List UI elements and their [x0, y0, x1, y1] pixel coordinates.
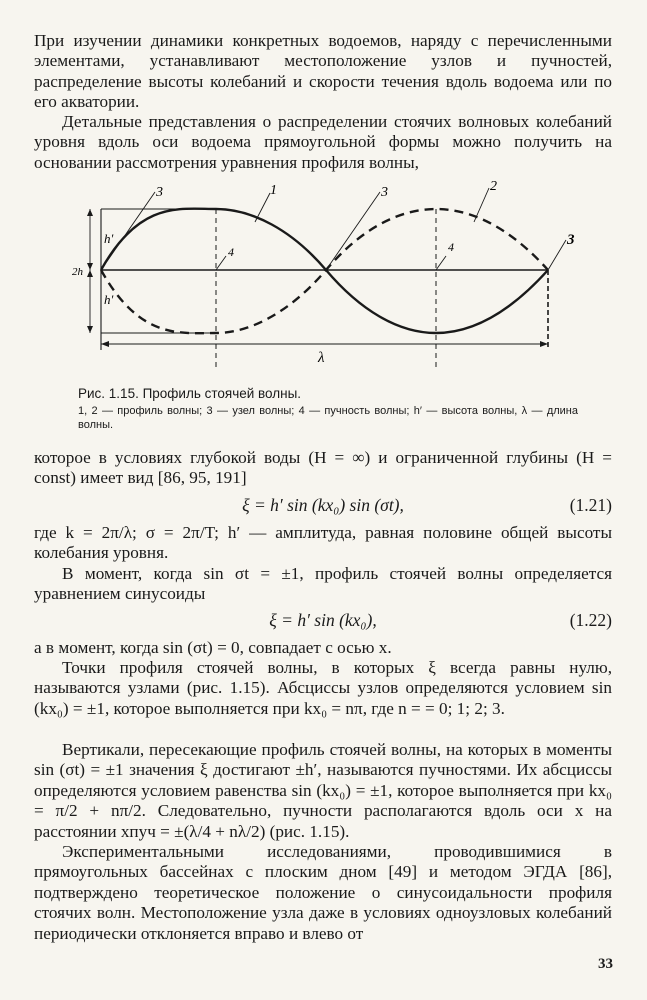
paragraph-4: где k = 2π/λ; σ = 2π/T; h′ — амплитуда, равная половине общей высоты колебания уровня.	[34, 523, 612, 563]
leader-profile-1	[255, 193, 270, 222]
wavelength-label: λ	[318, 350, 325, 366]
paragraph-8: Вертикали, пересекающие профиль стоячей волны, на которых в моменты sin (σt) = ±1 значения ξ достигают ±h′, называются пучностями. Их абсциссы определяются условием равенства sin (kx₀) = ±1, которое выполняется при kx₀ = π/2 + nπ/2. Следовательно, пучности располагаются вдоль оси x на расстоянии xпуч = ±(λ/4 + nλ/2) (рис. 1.15).	[34, 740, 612, 841]
figure-caption-legend: 1, 2 — профиль волны; 3 — узел волны; 4 — пучность волны; h′ — высота волны, λ — длина волны.	[78, 405, 578, 431]
paragraph-7: Точки профиля стоячей волны, в которых ξ всегда равны нулю, называются узлами (рис. 1.15). Абсциссы узлов определяются условием sin (kx₀) = ±1, которое выполняется при kx₀ = nπ, где n = = 0; 1; 2; 3.	[34, 658, 612, 718]
profile-1-label: 1	[270, 183, 277, 198]
paragraph-5: В момент, когда sin σt = ±1, профиль стоячей волны определяется уравнением синусоиды	[34, 564, 612, 604]
equation-1-21	[34, 495, 612, 517]
node-label-middle: 3	[381, 185, 388, 200]
paragraph-6: а в момент, когда sin (σt) = 0, совпадает с осью x.	[34, 638, 392, 657]
node-label-left: 3	[156, 185, 163, 200]
equation-1-22	[34, 610, 612, 632]
equation-1-22-formula: ξ = h′ sin (kx₀),	[269, 610, 377, 630]
paragraph-9: Экспериментальными исследованиями, проводившимися в прямоугольных бассейнах с плоским дном [49] и методом ЭГДА [86], подтверждено теоретическое положение о синусоидальности профиля стоячих волн. Местоположение узла даже в условиях одноузловых колебаний периодически отклоняется вправо и влево от	[34, 842, 612, 943]
leader-profile-2	[474, 188, 489, 222]
wave-profile-2	[101, 209, 548, 333]
node-label-right: 3	[567, 232, 575, 248]
paragraph-1: При изучении динамики конкретных водоемов, наряду с перечисленными элементами, устанавливают местоположение узлов и пучностей, распределение высоты колебаний и скорости течения вдоль водоема или по его акватории.	[34, 31, 612, 112]
leader-node-middle	[326, 192, 380, 270]
antinode-label-2: 4	[448, 240, 454, 254]
profile-2-label: 2	[490, 179, 497, 194]
wavelength-arrow-right	[540, 341, 548, 347]
leader-node-right	[548, 240, 566, 270]
leader-antinode-1	[216, 256, 226, 270]
equation-1-22-number: (1.22)	[569, 610, 612, 630]
height-arrow-mid-bottom	[87, 270, 93, 277]
antinode-label-1: 4	[228, 245, 234, 259]
wave-profile-1	[101, 209, 548, 333]
standing-wave-figure	[60, 172, 600, 382]
height-arrow-bottom	[87, 326, 93, 333]
wavelength-arrow-left	[101, 341, 109, 347]
height-label: 2h	[72, 266, 83, 278]
height-arrow-mid-top	[87, 263, 93, 270]
height-arrow-top	[87, 209, 93, 216]
figure-caption-title: Рис. 1.15. Профиль стоячей волны.	[78, 386, 302, 401]
equation-1-21-number: (1.21)	[569, 495, 612, 515]
equation-1-21-formula: ξ = h′ sin (kx₀) sin (σt),	[242, 495, 404, 515]
paragraph-3: которое в условиях глубокой воды (H = ∞) и ограниченной глубины (H = const) имеет вид [86, 95, 191]	[34, 448, 612, 488]
amplitude-label-bottom: h′	[104, 292, 114, 307]
leader-antinode-2	[436, 256, 446, 270]
amplitude-label-top: h′	[104, 231, 114, 246]
page-number: 33	[598, 956, 613, 972]
paragraph-2: Детальные представления о распределении стоячих волновых колебаний уровня вдоль оси водоема прямоугольной формы можно получить на основании рассмотрения уравнения профиля волны,	[34, 112, 612, 172]
